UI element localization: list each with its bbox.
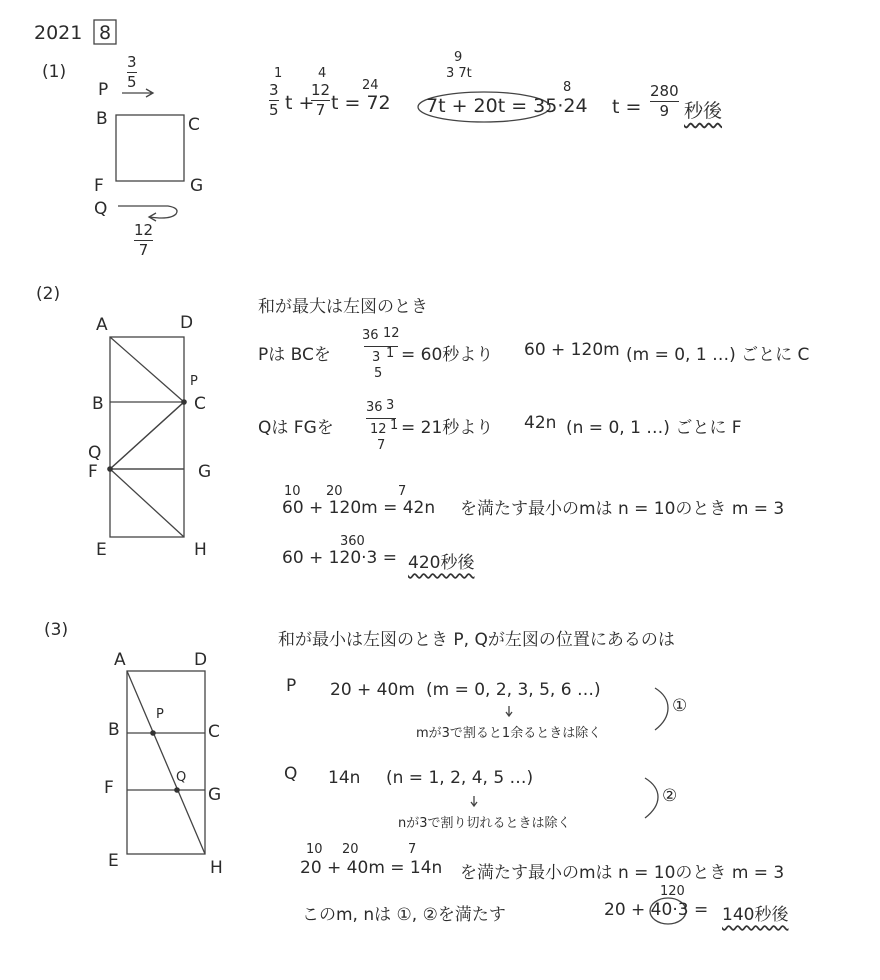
year: 2021 [34, 22, 83, 44]
result1-suffix: 秒後 [684, 100, 723, 122]
eq1-term1: t + [285, 92, 315, 114]
p3-cond-above1: 10 [306, 842, 323, 857]
p2-cond-text: を満たす最小のmは n = 10のとき m = 3 [460, 499, 785, 519]
p2-lineP-cond: (m = 0, 1 …) ごとに C [626, 345, 810, 365]
p3-lineP-name: P [286, 676, 297, 696]
p2-result-above: 360 [340, 534, 365, 549]
p2-lineQ-den-cancel: 1 [390, 418, 399, 433]
part3-heading: 和が最小は左図のとき P, Qが左図の位置にあるのは [278, 630, 675, 650]
p3-lineQ-mark: ② [662, 786, 678, 806]
diagonal-a-h [127, 671, 205, 854]
p1-label-q: Q [94, 199, 108, 219]
p2-label-e: E [96, 540, 107, 560]
eq1-cancel-above: 24 [362, 78, 379, 93]
p2-lineQ-lead: Qは FGを [258, 418, 334, 438]
p3-label-c: C [208, 722, 220, 742]
p2-lineQ-den: 12 [370, 422, 387, 437]
p2-label-c: C [194, 394, 206, 414]
p2-lineP-expr: 60 + 120m [524, 340, 620, 360]
p3-final-value: 140秒後 [722, 905, 789, 925]
p3-lineQ-name: Q [284, 764, 298, 784]
p3-lineP-note: mが3で割ると1余るときは除く [416, 726, 602, 741]
path-a-c [110, 337, 184, 402]
p3-cond-expr: 20 + 40m = 14n [300, 858, 443, 878]
p3-cond-above2: 20 [342, 842, 359, 857]
p3-lineQ-expr: 14n [328, 768, 361, 788]
p2-lineQ-expr: 42n [524, 413, 557, 433]
dot-q-2 [107, 466, 113, 472]
p1-label-f: F [94, 176, 104, 196]
p1-label-g: G [190, 176, 204, 196]
p2-label-d: D [180, 313, 194, 333]
p2-cond-above2: 20 [326, 484, 343, 499]
p3-lineQ-cond: (n = 1, 2, 4, 5 …) [386, 768, 534, 788]
p2-lineP-den2: 5 [374, 366, 383, 381]
p2-result-value: 420秒後 [408, 553, 475, 573]
p3-label-d: D [194, 650, 208, 670]
p3-label-g: G [208, 785, 222, 805]
p1-speed-q: 12 7 [134, 221, 154, 259]
p2-label-g: G [198, 462, 212, 482]
p3-lineP-expr: 20 + 40m [330, 680, 415, 700]
eq1-cancel-b: 4 [318, 66, 327, 81]
p1-label-p: P [98, 80, 109, 100]
p2-label-q: Q [88, 443, 102, 463]
eq2-above2: 3 7t [446, 66, 472, 81]
square-bcgf [116, 115, 184, 181]
p2-lineQ-eq: = 21秒より [401, 418, 494, 438]
p2-label-h: H [194, 540, 207, 560]
p3-final-expr: 20 + 40·3 = [604, 900, 709, 920]
part3-label: (3) [44, 620, 69, 640]
rect-aehd-2 [110, 337, 184, 537]
p2-label-f: F [88, 462, 98, 482]
p3-label-q: Q [176, 770, 187, 785]
p3-final-text: このm, nは ①, ②を満たす [302, 905, 506, 925]
p2-lineQ-cond: (n = 0, 1 …) ごとに F [566, 418, 742, 438]
p3-lineP-mark: ① [672, 696, 688, 716]
curved-arrow-q-icon [118, 206, 177, 221]
part1-label: (1) [42, 62, 67, 82]
dot-p-2 [181, 399, 187, 405]
p2-lineP-num-cancel: 12 [383, 326, 400, 341]
brace-2 [645, 778, 658, 818]
p2-lineP-eq: = 60秒より [401, 345, 494, 365]
result1-frac: 280 9 [650, 82, 679, 120]
dot-q-3 [174, 787, 180, 793]
eq1-cancel-a: 1 [274, 66, 283, 81]
p1-label-c: C [188, 115, 200, 135]
path-f-c [110, 402, 184, 469]
result1-prefix: t = [612, 96, 642, 118]
p1-speed-p: 3 5 [127, 53, 137, 91]
p3-label-h: H [210, 858, 223, 878]
p3-cond-above3: 7 [408, 842, 417, 857]
p3-cond-text: を満たす最小のmは n = 10のとき m = 3 [460, 863, 785, 883]
dot-p-3 [150, 730, 156, 736]
brace-1 [655, 688, 668, 730]
p2-cond-above1: 10 [284, 484, 301, 499]
part2-heading: 和が最大は左図のとき [258, 297, 428, 317]
down-arrow-1-icon [506, 706, 512, 716]
path-f-h [110, 469, 184, 537]
p2-lineP-den-cancel: 1 [386, 346, 395, 361]
p2-lineP-lead: Pは BCを [258, 345, 331, 365]
p2-result-expr: 60 + 120·3 = [282, 548, 397, 568]
p2-label-a: A [96, 315, 108, 335]
p2-lineQ-num-cancel: 3 [386, 398, 395, 413]
p2-label-p: P [190, 374, 198, 389]
part2-label: (2) [36, 284, 61, 304]
p2-lineQ-num: 36 [366, 400, 383, 415]
eq1-frac-a: 3 5 [269, 81, 279, 119]
p2-lineP-den: 3 [372, 350, 381, 365]
p2-lineP-num: 36 [362, 328, 379, 343]
p3-lineP-cond: (m = 0, 2, 3, 5, 6 …) [426, 680, 601, 700]
eq2-expr: 7t + 20t = 35·24 [426, 95, 588, 117]
p3-label-f: F [104, 778, 114, 798]
eq1-term2: t = 72 [331, 92, 391, 114]
eq1-frac-b: 12 7 [311, 81, 331, 119]
eq2-cancel-above: 8 [563, 80, 572, 95]
p1-label-b: B [96, 109, 108, 129]
p2-cond-expr: 60 + 120m = 42n [282, 498, 436, 518]
p3-label-e: E [108, 851, 119, 871]
down-arrow-2-icon [471, 796, 477, 806]
eq2-above: 9 [454, 50, 463, 65]
p2-lineQ-den2: 7 [377, 438, 386, 453]
problem-number: 8 [99, 22, 112, 44]
p2-cond-above3: 7 [398, 484, 407, 499]
p3-final-above: 120 [660, 884, 685, 899]
p3-label-p: P [156, 707, 164, 722]
p3-label-a: A [114, 650, 126, 670]
p2-label-b: B [92, 394, 104, 414]
p3-lineQ-note: nが3で割り切れるときは除く [398, 816, 571, 831]
p3-label-b: B [108, 720, 120, 740]
